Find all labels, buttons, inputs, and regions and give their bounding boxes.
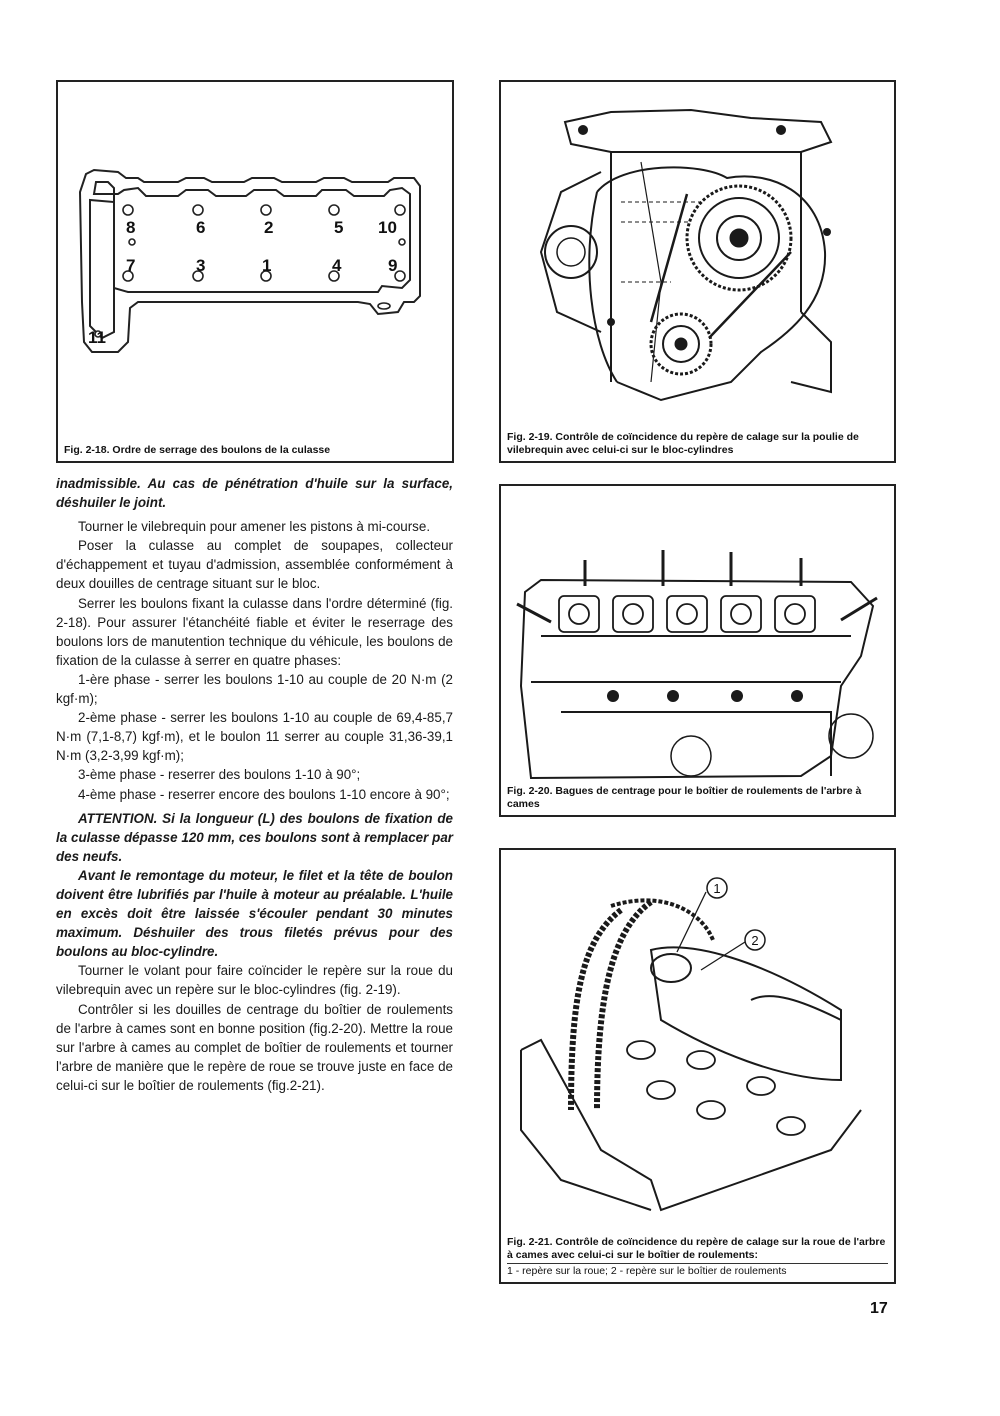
paragraph: Contrôler si les douilles de centrage du boîtier de roulements de l'arbre à cames sont en bonne position (fig.2-20). Mettre la roue sur l'arbre à cames au complet de boîtier de roulements et tourner l'arbre de manière que le repère de roue se trouve juste en face de celui-ci sur le boîtier de roulements (fig.2-21).	[56, 1001, 453, 1093]
bolt-label-4: 4	[332, 256, 342, 275]
paragraph: Serrer les boulons fixant la culasse dans l'ordre déterminé (fig. 2-18). Pour assurer l'étanchéité fiable et éviter le reserrage des boulons lors de manutention technique du véhicule, les boulons de fixation de la culasse à serrer en quatre phases:	[56, 595, 453, 668]
warning-paragraph: ATTENTION. Si la longueur (L) des boulons de fixation de la culasse dépasse 120 mm, ces boulons sont à remplacer par des neufs.	[56, 810, 453, 864]
paragraph: inadmissible. Au cas de pénétration d'huile sur la surface, déshuiler le joint.	[56, 476, 453, 511]
figure-2-18	[56, 80, 454, 463]
bolt-label-3: 3	[196, 256, 206, 275]
paragraph: 2-ème phase - serrer les boulons 1-10 au couple de 69,4-85,7 N·m (7,1-8,7) kgf·m), et le boulon 11 serrer au couple 31,36-39,1 N·m (3,2-3,99 kgf·m);	[56, 710, 453, 764]
body-text-column	[56, 474, 453, 1095]
bolt-label-11: 11	[88, 328, 106, 347]
paragraph: Avant le remontage du moteur, le filet et la tête de boulon doivent être lubrifiés par l'huile à moteur au préalable. L'huile en excès doit être laissée s'écouler pendant 30 minutes maximum. Déshuiler des trous filetés prévus pour des boulons au bloc-cylindre.	[56, 867, 453, 960]
cylinder-head-valvetrain-illustration	[501, 486, 894, 816]
engine-front-timing-illustration	[501, 82, 894, 462]
figure-caption: Fig. 2-18. Ordre de serrage des boulons de la culasse	[64, 444, 331, 456]
callout-2: 2	[751, 933, 759, 948]
paragraph: 1-ère phase - serrer les boulons 1-10 au couple de 20 N·m (2 kgf·m);	[56, 671, 453, 707]
figure-2-20	[499, 484, 896, 817]
figure-caption: Fig. 2-19. Contrôle de coïncidence du repère de calage sur la poulie de vilebrequin avec celui-ci sur le bloc-cylindres	[507, 431, 859, 456]
figure-caption	[507, 1236, 888, 1278]
camshaft-timing-mark-illustration	[501, 850, 894, 1282]
bolt-label-7: 7	[126, 256, 136, 275]
bolt-label-8: 8	[126, 218, 136, 237]
bolt-label-5: 5	[334, 218, 344, 237]
bolt-label-9: 9	[388, 256, 398, 275]
bolt-label-6: 6	[196, 218, 206, 237]
figure-2-21	[499, 848, 896, 1284]
figure-caption: Fig. 2-20. Bagues de centrage pour le boîtier de roulements de l'arbre à cames	[507, 785, 862, 810]
figure-2-19	[499, 80, 896, 463]
callout-1: 1	[713, 881, 721, 896]
bolt-label-10: 10	[378, 218, 397, 237]
paragraph: Tourner le volant pour faire coïncider le repère sur la roue du vilebrequin avec un repère sur le bloc-cylindres (fig. 2-19).	[56, 963, 453, 998]
bolt-label-2: 2	[264, 218, 274, 237]
paragraph: Poser la culasse au complet de soupapes, collecteur d'échappement et tuyau d'admission, assemblée conformément à deux douilles de centrage situant sur le bloc.	[56, 538, 453, 592]
page-number: 17	[870, 1300, 888, 1317]
figure-legend: 1 - repère sur la roue; 2 - repère sur le boîtier de roulements	[507, 1263, 888, 1278]
paragraph: 3-ème phase - reserrer des boulons 1-10 à 90°;	[78, 767, 361, 783]
figure-caption-title: Fig. 2-21. Contrôle de coïncidence du repère de calage sur la roue de l'arbre à cames avec celui-ci sur le boîtier de roulements:	[507, 1236, 886, 1261]
cylinder-head-bolt-diagram	[58, 82, 452, 462]
paragraph: 4-ème phase - reserrer encore des boulons 1-10 encore à 90°;	[78, 786, 450, 802]
bolt-label-1: 1	[262, 256, 272, 275]
paragraph: Tourner le vilebrequin pour amener les pistons à mi-course.	[78, 519, 431, 535]
